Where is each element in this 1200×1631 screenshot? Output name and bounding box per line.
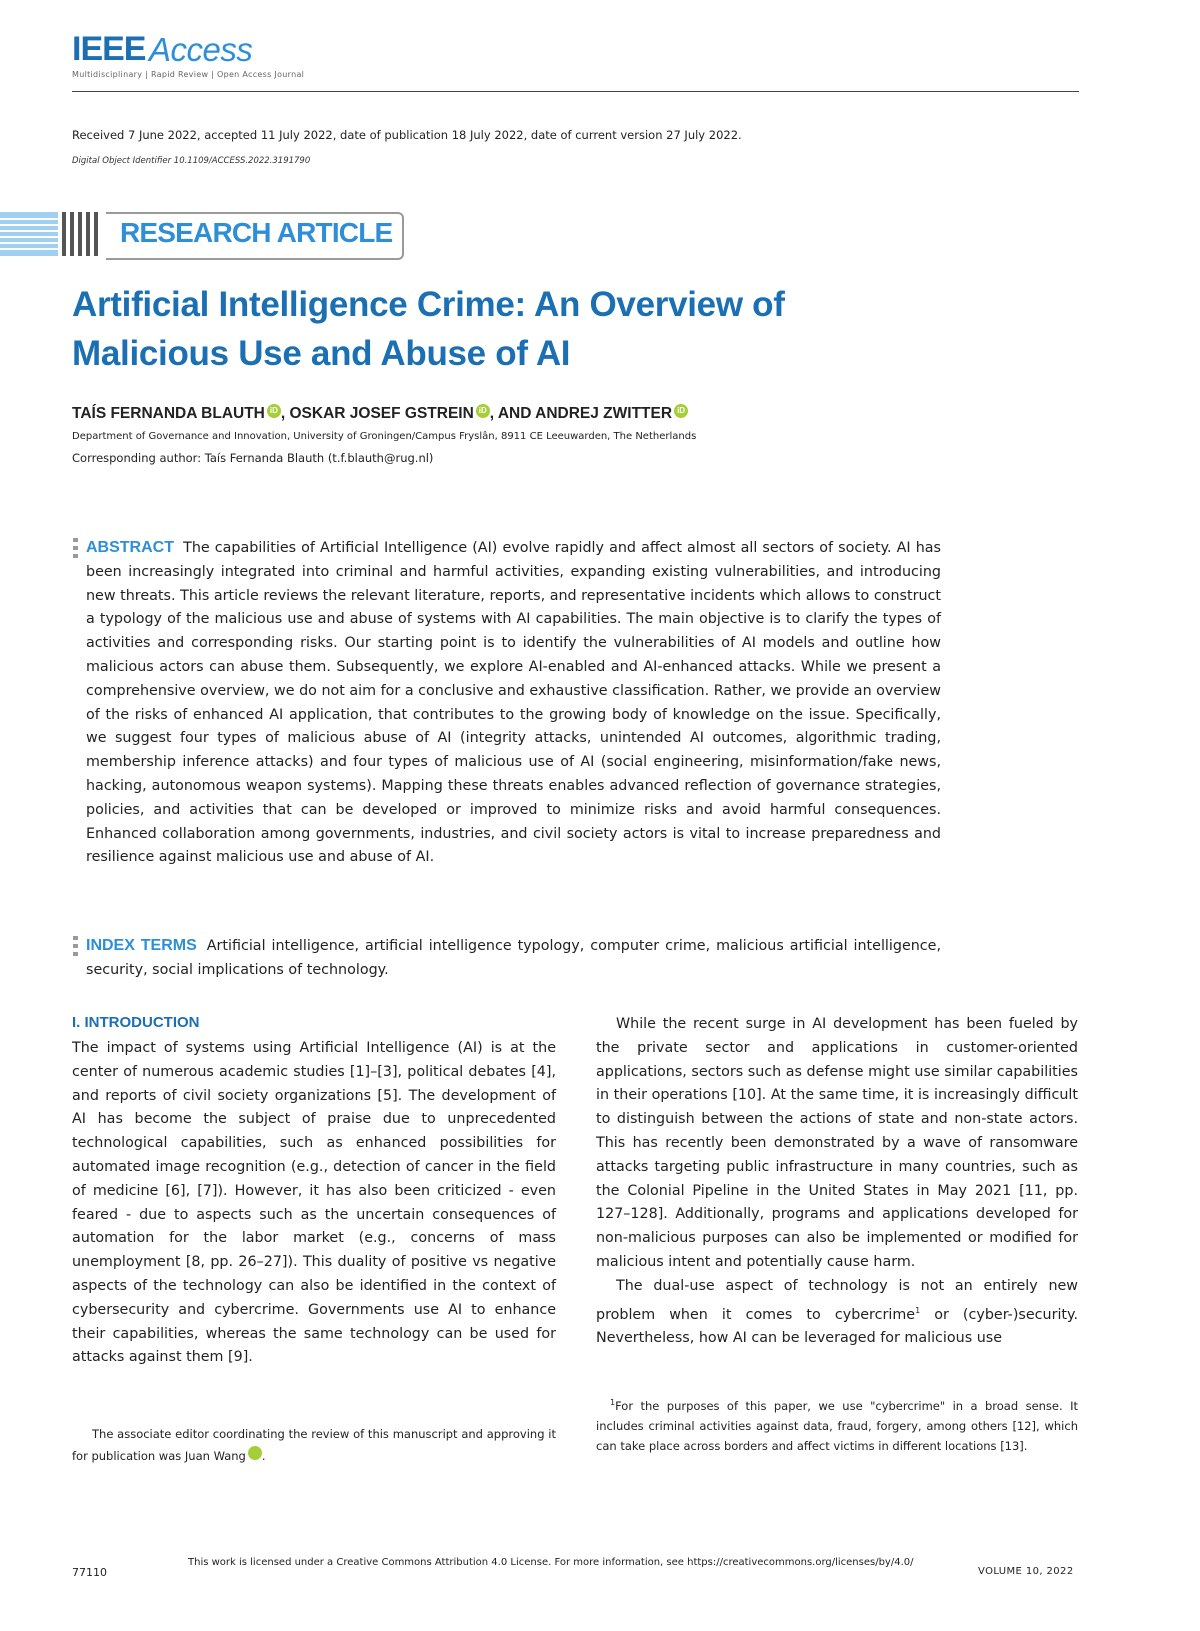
author-list	[72, 404, 688, 423]
footnote-ref[interactable]: 1	[915, 1305, 921, 1315]
intro-paragraph-1: The impact of systems using Artificial Intelligence (AI) is at the center of numerous academic studies [1]–[3], political debates [4], and reports of civil society organizations [5]. The development of AI has become the subject of praise due to unprecedented technological capabilities, such as enhanced possibilities for automated image recognition (e.g., detection of cancer in the field of medicine [6], [7]). However, it has also been criticized - even feared - due to aspects such as the uncertain consequences of automation for the labor market (e.g., concerns of mass unemployment [8, pp. 26–27]). This duality of positive vs negative aspects of the technology can also be identified in the context of cybersecurity and cybercrime. Governments use AI to enhance their capabilities, whereas the same technology can be used for attacks against them [9].	[72, 1040, 556, 1366]
journal-tagline: Multidisciplinary | Rapid Review | Open Access Journal	[72, 70, 305, 79]
orcid-icon[interactable]: iD	[476, 404, 490, 418]
section-marker-icon	[73, 936, 79, 956]
orcid-icon[interactable]: iD	[674, 404, 688, 418]
corresponding-author: Corresponding author: Taís Fernanda Blauth (t.f.blauth@rug.nl)	[72, 451, 434, 465]
title-line-2: Malicious Use and Abuse of AI	[72, 334, 571, 373]
paper-title	[72, 280, 1032, 378]
article-type-label: RESEARCH ARTICLE	[120, 217, 393, 248]
received-dates: Received 7 June 2022, accepted 11 July 2022, date of publication 18 July 2022, date of current version 27 July 2022.	[72, 128, 742, 142]
orcid-icon[interactable]: iD	[267, 404, 281, 418]
footnote	[596, 1393, 1078, 1456]
abstract	[86, 536, 941, 870]
footnote-text: For the purposes of this paper, we use "cybercrime" in a broad sense. It includes criminal activities against data, fraud, forgery, among others [12], which can take place across borders and affect victims in different locations [13].	[596, 1398, 1078, 1453]
editor-note-text: The associate editor coordinating the review of this manuscript and approving it for publication was Juan Wang	[72, 1427, 556, 1463]
editor-note	[72, 1423, 556, 1467]
affiliation: Department of Governance and Innovation, University of Groningen/Campus Fryslân, 8911 CE Leeuwarden, The Netherlands	[72, 431, 697, 442]
left-column-text	[72, 1037, 556, 1370]
abstract-label: ABSTRACT	[86, 539, 174, 556]
paragraph-text: or (cyber-)security. Nevertheless, how AI can be leveraged for malicious use	[596, 1306, 1078, 1347]
index-terms-label: INDEX TERMS	[86, 937, 197, 954]
page-number: 77110	[72, 1566, 107, 1579]
intro-paragraph-3	[596, 1275, 1078, 1351]
intro-paragraph-2: While the recent surge in AI development has been fueled by the private sector and applications in customer-oriented applications, sectors such as defense might use similar capabilities in their operations [10]. At the same time, it is increasingly difficult to distinguish between the actions of state and non-state actors. This has recently been demonstrated by a wave of ransomware attacks targeting public infrastructure in many countries, such as the Colonial Pipeline in the United States in May 2021 [11, pp. 127–128]. Additionally, programs and applications developed for non-malicious purposes can also be implemented or modified for malicious intent and potentially cause harm.	[596, 1016, 1078, 1270]
paragraph-text: The dual-use aspect of technology is not an entirely new problem when it comes to cybercrime	[596, 1277, 1078, 1323]
index-terms	[86, 934, 941, 983]
title-line-1: Artificial Intelligence Crime: An Overview of	[72, 285, 785, 324]
volume-label: VOLUME 10, 2022	[978, 1566, 1074, 1577]
ieee-logo-text: IEEE	[72, 30, 146, 68]
license-line[interactable]: This work is licensed under a Creative Commons Attribution 4.0 License. For more information, see https://creativecommons.org/licenses/by/4.0/	[188, 1557, 914, 1568]
author-3: , AND ANDREJ ZWITTER	[489, 405, 673, 422]
author-2: , OSKAR JOSEF GSTREIN	[280, 405, 474, 422]
doi-line: Digital Object Identifier 10.1109/ACCESS.2022.3191790	[72, 156, 311, 166]
index-terms-text: Artificial intelligence, artificial intelligence typology, computer crime, malicious artificial intelligence, security, social implications of technology.	[86, 938, 941, 978]
article-band-stripes-icon	[0, 210, 102, 258]
abstract-text: The capabilities of Artificial Intelligence (AI) evolve rapidly and affect almost all sectors of society. AI has been increasingly integrated into criminal and harmful activities, expanding existing vulnerabilities, and introducing new threats. This article reviews the relevant literature, reports, and representative incidents which allows to construct a typology of the malicious use and abuse of systems with AI capabilities. The main objective is to clarify the types of activities and corresponding risks. Our starting point is to identify the vulnerabilities of AI models and outline how malicious actors can abuse them. Subsequently, we explore AI-enabled and AI-enhanced attacks. While we present a comprehensive overview, we do not aim for a conclusive and exhaustive classification. Rather, we provide an overview of the risks of enhanced AI application, that contributes to the growing body of knowledge on the issue. Specifically, we suggest four types of malicious abuse of AI (integrity attacks, unintended AI outcomes, algorithmic trading, membership inference attacks) and four types of malicious use of AI (social engineering, misinformation/fake news, hacking, autonomous weapon systems). Mapping these threats enables advanced reflection of governance strategies, policies, and activities that can be developed or improved to minimize risks and avoid harmful consequences. Enhanced collaboration among governments, industries, and civil society actors is vital to increase preparedness and resilience against malicious use and abuse of AI.	[86, 540, 942, 866]
section-marker-icon	[73, 538, 79, 558]
footnote-mark: 1	[610, 1398, 616, 1407]
orcid-icon[interactable]: iD	[248, 1446, 262, 1460]
author-1: TAÍS FERNANDA BLAUTH	[72, 405, 265, 422]
access-logo-text: Access	[149, 31, 253, 68]
right-column-text	[596, 1013, 1078, 1351]
editor-note-end: .	[261, 1449, 266, 1463]
header-divider	[72, 91, 1079, 92]
section-heading-introduction: I. INTRODUCTION	[72, 1014, 200, 1031]
